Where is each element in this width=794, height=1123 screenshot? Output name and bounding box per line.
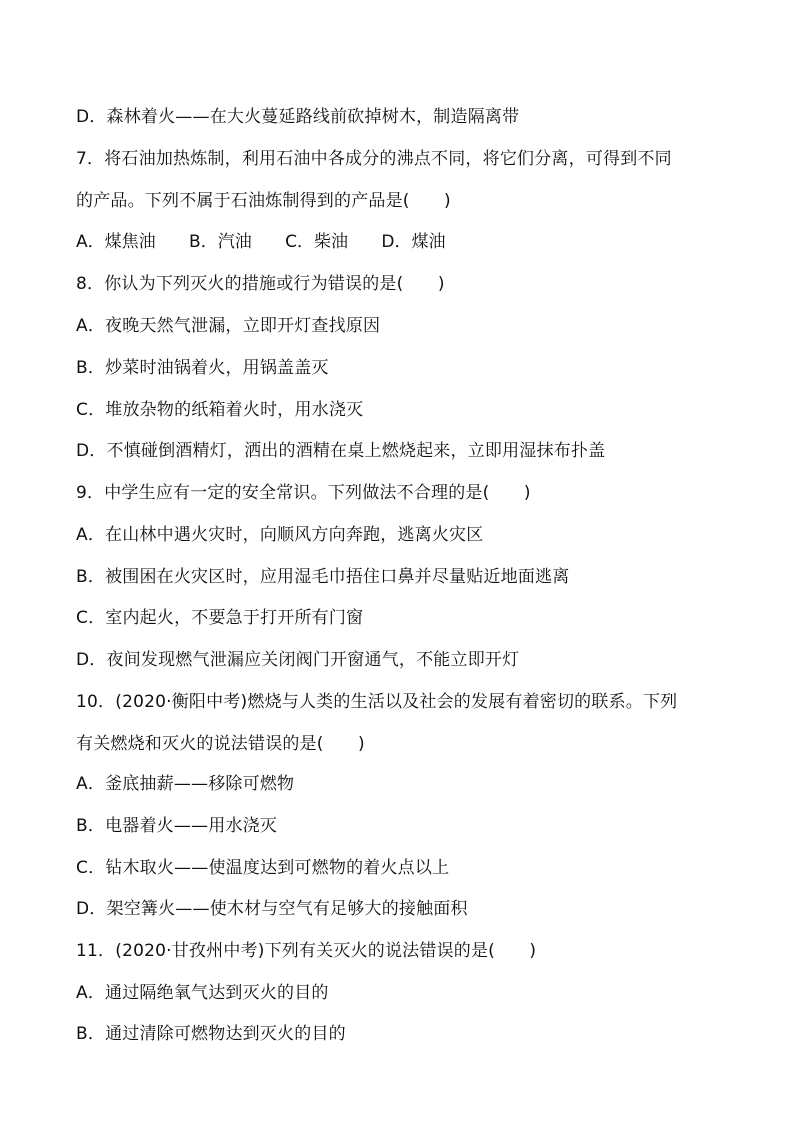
q8-option-c: C．堆放杂物的纸箱着火时，用水浇灭 bbox=[76, 400, 364, 420]
q8-stem: 8．你认为下列灭火的措施或行为错误的是( ) bbox=[76, 274, 445, 294]
q8-option-a: A．夜晚天然气泄漏，立即开灯查找原因 bbox=[76, 316, 381, 336]
q7-option-c: C．柴油 bbox=[285, 232, 348, 252]
q7-option-a: A．煤焦油 bbox=[76, 232, 156, 252]
q7-stem-line-1: 7．将石油加热炼制，利用石油中各成分的沸点不同，将它们分离，可得到不同 bbox=[76, 149, 672, 169]
q10-stem-line-2: 有关燃烧和灭火的说法错误的是( ) bbox=[76, 734, 365, 754]
q11-stem: 11．(2020·甘孜州中考)下列有关灭火的说法错误的是( ) bbox=[76, 941, 537, 961]
q7-stem-line-2: 的产品。下列不属于石油炼制得到的产品是( ) bbox=[76, 191, 451, 211]
q8-option-b: B．炒菜时油锅着火，用锅盖盖灭 bbox=[76, 358, 329, 378]
q11-option-a: A．通过隔绝氧气达到灭火的目的 bbox=[76, 983, 329, 1003]
q9-option-c: C．室内起火，不要急于打开所有门窗 bbox=[76, 608, 364, 628]
q10-option-c: C．钻木取火——使温度达到可燃物的着火点以上 bbox=[76, 858, 450, 878]
q9-option-b: B．被围困在火灾区时，应用湿毛巾捂住口鼻并尽量贴近地面逃离 bbox=[76, 567, 570, 587]
q8-option-d: D．不慎碰倒酒精灯，洒出的酒精在桌上燃烧起来，立即用湿抹布扑盖 bbox=[76, 441, 606, 461]
q10-option-a: A．釜底抽薪——移除可燃物 bbox=[76, 774, 295, 794]
q10-stem-line-1: 10．(2020·衡阳中考)燃烧与人类的生活以及社会的发展有着密切的联系。下列 bbox=[76, 692, 678, 712]
q7-option-d: D．煤油 bbox=[381, 232, 446, 252]
q6-option-d: D．森林着火——在大火蔓延路线前砍掉树木，制造隔离带 bbox=[76, 107, 520, 127]
q9-stem: 9．中学生应有一定的安全常识。下列做法不合理的是( ) bbox=[76, 483, 531, 503]
q7-option-b: B．汽油 bbox=[189, 232, 252, 252]
q11-option-b: B．通过清除可燃物达到灭火的目的 bbox=[76, 1024, 346, 1044]
q10-option-d: D．架空篝火——使木材与空气有足够大的接触面积 bbox=[76, 899, 468, 919]
q9-option-d: D．夜间发现燃气泄漏应关闭阀门开窗通气，不能立即开灯 bbox=[76, 650, 520, 670]
q9-option-a: A．在山林中遇火灾时，向顺风方向奔跑，逃离火灾区 bbox=[76, 525, 484, 545]
q7-options bbox=[76, 231, 736, 253]
q10-option-b: B．电器着火——用水浇灭 bbox=[76, 816, 278, 836]
